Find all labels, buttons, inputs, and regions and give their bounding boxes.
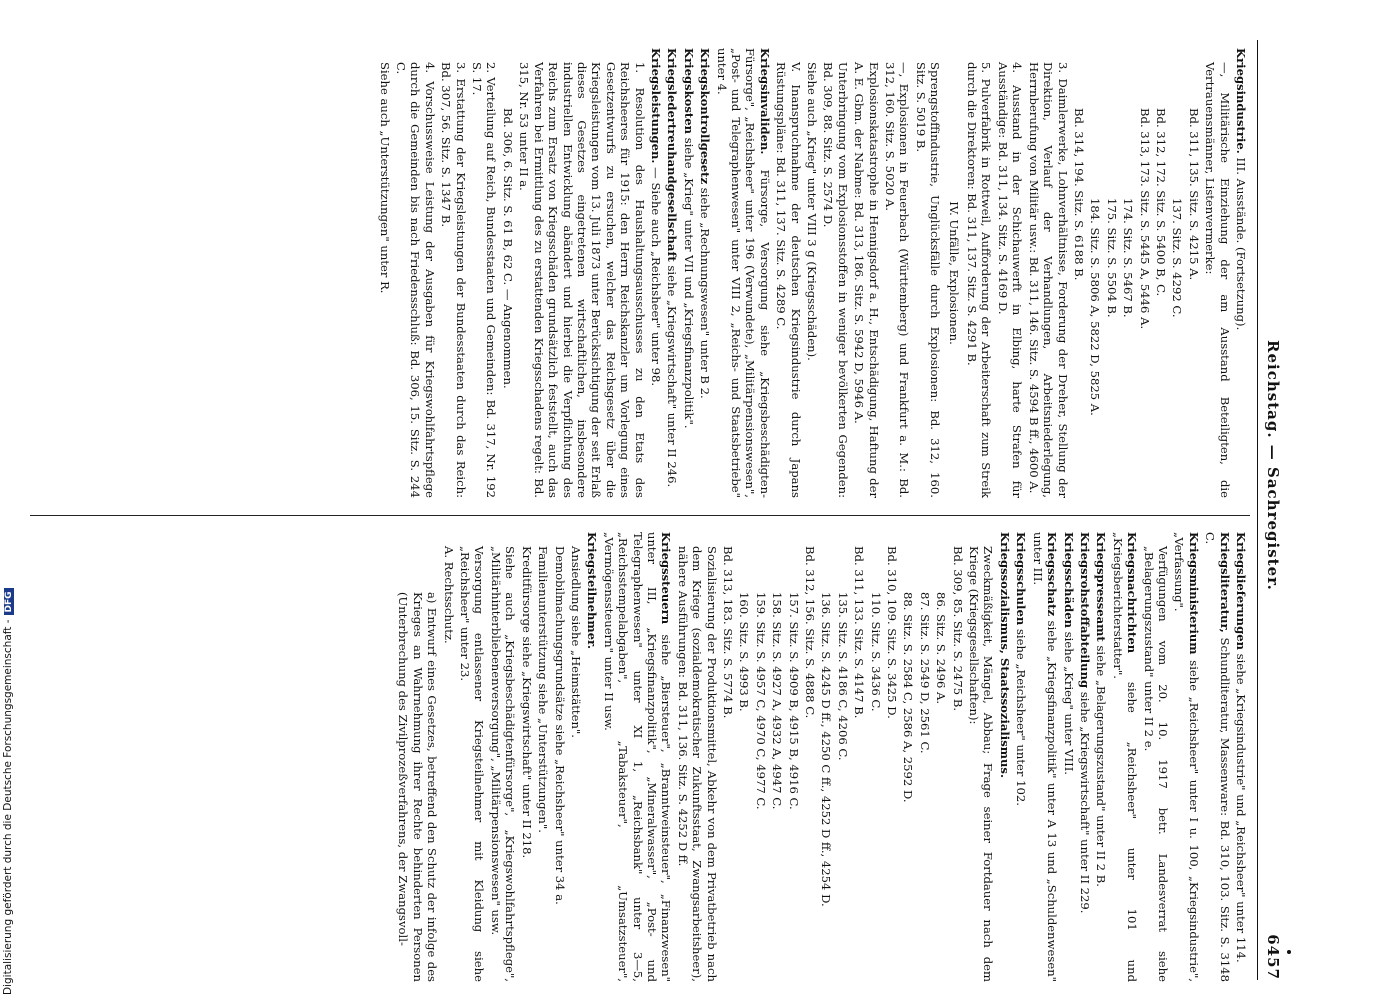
- entry-text: 88. Sitz. S. 2584 C, 2586 A, 2592 D.: [901, 592, 916, 803]
- index-entry: [601, 532, 673, 982]
- entry-text: 3. Daimlerwerke, Lohnverhältnisse, Forderung der Dreher, Stellung der Direktion, Verlauf der Verhandlungen, Arbeitsniederlegung, Herrnberufung von Militär usw.: Bd. 311, 146. Sitz. S. 4594 B ff., 4600 A.: [1026, 62, 1070, 498]
- index-entry: [721, 532, 735, 982]
- index-entry: [1121, 48, 1135, 498]
- index-entry: [917, 532, 931, 982]
- entry-text: siehe „Kriegsindustrie" und „Reichsheer" unter 114.: [1234, 650, 1248, 963]
- entry-text: 3. Erstattung der Kriegsleistungen der Bundesstaaten durch das Reich: Bd. 307, 56. Sitz. S. 1347 B.: [439, 62, 468, 498]
- index-entry: [737, 532, 751, 982]
- entry-text: V. Inanspruchnahme der deutschen Kriegsindustrie durch Japans Rüstungspläne: Bd. 311, 137. Sitz. S. 4289 C.: [774, 62, 803, 498]
- index-entry: [519, 532, 533, 982]
- entry-text: Sprengstoffindustrie, Unglücksfälle durch Explosionen: Bd. 312, 160. Sitz. S. 5019 B.: [913, 62, 943, 498]
- entry-keyword: Kriegspresseamt: [1094, 532, 1109, 642]
- entry-text: IV. Unfälle, Explosionen.: [946, 201, 961, 345]
- index-entry: [965, 48, 994, 498]
- digitization-footnote: [2, 5, 14, 995]
- index-entry: [377, 48, 391, 498]
- index-entry: [1072, 48, 1086, 498]
- entry-text: 157. Sitz. S. 4909 B, 4915 B, 4916 C.: [786, 592, 801, 810]
- entry-text: Unterbringung vom Explosionsstoffen in weniger bevölkerten Gegenden: Bd. 309, 88. Sitz. S. 2574 D.: [821, 62, 850, 498]
- entry-text: 1. Resolution des Haushaltungsausschusses zu den Etats des Reichsheeres für 1915: den Herrn Reichskanzler um Vorlegung eines Gesetzentwurfs zu ersuchen, welcher das Reichsgesetz über die Kriegsleistungen vom 13. Juli 1873 unter Berücksichtigung der seit Erlaß dieses Gesetzes eingetretenen wirtschaftlichen, insbesondere industriellen Entwicklung abändert und hierbei die Verpflichtung des Reichs zum Ersatz von Kriegsschäden grundsätzlich feststellt, auch das Verfahren bei Ermittlung des zu erstattenden Kriegsschadens regelt: Bd. 315, Nr. 53 unter II a.: [517, 62, 647, 498]
- index-entry: [934, 532, 948, 982]
- entry-keyword: Kriegsinvaliden.: [757, 48, 772, 155]
- entry-text: siehe „Kriegsfinanzpolitik" unter A 13 und „Schuldenwesen" unter III.: [1030, 532, 1060, 982]
- entry-text: 175. Sitz. S. 5504 B.: [1104, 198, 1119, 318]
- index-entry: [821, 48, 850, 498]
- entry-text: —, Explosionen in Feuerbach (Württemberg) und Frankfurt a. M.: Bd. 312, 160. Sitz. S. 5020 A.: [883, 62, 912, 498]
- index-entry: [698, 48, 712, 498]
- index-entry: [803, 532, 817, 982]
- index-entry: [675, 532, 718, 982]
- entry-text: siehe „Kriegswirtschaft" unter II 229.: [1077, 688, 1092, 914]
- header-title: Reichstag. — Sachregister.: [1264, 340, 1282, 591]
- index-entry: [439, 48, 468, 498]
- entry-text: Schundliteratur, Massenware: Bd. 310, 103. Sitz. S. 3148 C.: [1203, 532, 1232, 982]
- index-entry: [552, 532, 566, 982]
- entry-text: Bd. 312, 156. Sitz. S. 4888 C.: [803, 546, 818, 719]
- entry-text: 174. Sitz. S. 5467 B.: [1121, 198, 1136, 318]
- index-entry: [1026, 48, 1069, 498]
- entry-text: siehe „Reichsheer" unter I u. 100, „Kriegsindustrie", „Verfassung".: [1172, 532, 1201, 982]
- entry-text: Kreditfürsorge siehe „Kriegswirtschaft" unter II 218.: [519, 546, 534, 859]
- margin-dot: [1287, 950, 1291, 954]
- index-entry: [649, 48, 663, 498]
- entry-text: Versorgung entlassener Kriegsteilnehmer mit Kleidung siehe „Reichsheer" unter 23.: [458, 546, 487, 982]
- entry-text: 159. Sitz. S. 4957 C, 4970 C, 4977 C.: [753, 592, 768, 810]
- entry-text: Bd. 311, 133. Sitz. S. 4147 B.: [852, 546, 867, 719]
- entry-text: 87. Sitz. S. 2549 D, 2561 C.: [917, 592, 932, 754]
- index-entry: [1234, 532, 1248, 982]
- page-number: 6457: [1264, 934, 1282, 980]
- entry-text: Bd. 314, 194. Sitz. S. 6188 B.: [1071, 108, 1086, 281]
- index-entry: [774, 48, 803, 498]
- entry-text: siehe „Belagerungszustand" unter II 2 B.: [1094, 641, 1109, 887]
- entry-keyword: Kriegslieferungen: [1234, 532, 1248, 651]
- entry-text: siehe „Reichsheer" unter 102.: [1014, 625, 1029, 806]
- entry-keyword: Kriegskontrollgesetz: [698, 48, 713, 185]
- entry-text: Familienunterstützung siehe „Unterstützungen".: [536, 546, 551, 833]
- index-entry: [1141, 532, 1170, 982]
- index-entry: [883, 48, 912, 498]
- index-entry: [753, 532, 767, 982]
- entry-keyword: Kriegsliteratur,: [1217, 532, 1232, 633]
- entry-text: Bd. 306, 6. Sitz. S. 61 B, 62 C. — Angenommen.: [500, 108, 515, 389]
- entry-text: Siehe auch „Krieg" unter VIII 3 g (Kriegsschäden).: [805, 62, 820, 361]
- index-entry: [394, 48, 437, 498]
- entry-text: siehe „Reichsheer" unter 101 und „Kriegsberichterstatter".: [1110, 532, 1140, 982]
- entry-text: 158. Sitz. S. 4927 A, 4932 A, 4947 C.: [770, 592, 785, 810]
- index-entry: [805, 48, 819, 498]
- dfg-logo-icon: DFG: [4, 588, 14, 615]
- index-entry: [1203, 48, 1232, 498]
- index-entry: [396, 532, 439, 982]
- index-entry: [1203, 532, 1232, 982]
- index-entry: [569, 532, 583, 982]
- entry-text: Siehe auch „Kriegsbeschädigtenfürsorge", „Kriegswohlfahrtspflege", „Militärhinterbliebenenversorgung", „Militärpensionswesen" usw.: [488, 546, 518, 982]
- index-entry: [868, 532, 882, 982]
- entry-text: 110. Sitz. S. 3436 C.: [868, 592, 883, 712]
- entry-keyword: Kriegssozialismus, Staatssozialismus.: [997, 532, 1012, 778]
- entry-text: Bd. 311, 135. Sitz. S. 4215 A.: [1186, 108, 1201, 281]
- index-entry: [1186, 48, 1200, 498]
- entry-text: Fürsorge, Versorgung siehe „Kriegsbeschädigten-Fürsorge", „Reichsheer" unter 196 (Verwundete), „Militärpensionswesen", „Post- und Telegraphenwesen" unter VIII 2, „Reichs- und Staatsbetriebe" unter 4.: [714, 48, 772, 498]
- footnote-text: Digitalisierung gefördert durch die Deutsche Forschungsgemeinschaft -: [2, 619, 14, 995]
- index-entry: [967, 532, 996, 982]
- index-entry: [1014, 532, 1028, 982]
- entry-text: Zweckmäßigkeit, Mängel, Abbau; Frage seiner Fortdauer nach dem Kriege (Kriegsgesellschaften):: [967, 546, 996, 982]
- entry-text: 137. Sitz. S. 4292 C.: [1170, 198, 1185, 318]
- index-entry: [996, 48, 1025, 498]
- entry-text: siehe „Biersteuer", „Branntweinsteuer", „Finanzwesen" unter III, „Kriegsfinanzpolitik", „Mineralwasser", „Post- und Telegraphenwesen" unter XI 1, „Reichsbank" unter 3—5, „Reichsstempelabgaben", „Tabaksteuer", „Umsatzsteuer", „Vermögenssteuern" unter II usw.: [601, 532, 674, 982]
- index-entry: [489, 532, 518, 982]
- entry-text: 5. Pulverfabrik in Rottweil, Aufforderung der Arbeiterschaft zum Streik durch die Direktoren: Bd. 311, 137. Sitz. S. 4291 B.: [965, 62, 994, 498]
- entry-keyword: Kriegsministerium: [1186, 532, 1201, 655]
- entry-keyword: Kriegsteilnehmer.: [585, 532, 600, 650]
- index-entry: [665, 48, 679, 498]
- entry-keyword: Kriegskosten: [681, 48, 696, 135]
- index-entry: [770, 532, 784, 982]
- index-entry: [946, 48, 960, 498]
- entry-text: Ansiedlung siehe „Heimstätten".: [568, 546, 583, 738]
- entry-text: —, Militärische Einziehung der am Ausstand Beteiligten, die Vertrauensmänner, Listenvermerke:: [1203, 62, 1232, 498]
- index-entry: [501, 48, 515, 498]
- entry-keyword: Kriegsindustrie.: [1234, 48, 1248, 154]
- index-entry: [458, 532, 487, 982]
- index-entry: [1088, 48, 1102, 498]
- index-entry: [1061, 532, 1075, 982]
- right-column: [394, 532, 1248, 982]
- entry-keyword: Kriegssteuern: [659, 532, 674, 625]
- entry-text: Bd. 309, 85. Sitz. S. 2475 B.: [950, 546, 965, 712]
- index-entry: [913, 48, 942, 498]
- entry-text: Bd. 313, 173. Sitz. S. 5445 A, 5446 A.: [1137, 108, 1152, 330]
- index-entry: [786, 532, 800, 982]
- entry-text: Bd. 310, 109. Sitz. S. 3425 D.: [885, 546, 900, 719]
- index-entry: [714, 48, 772, 498]
- entry-text: 2. Verteilung auf Reich, Bundesstaaten und Gemeinden: Bd. 317, Nr. 192 S. 17.: [470, 62, 499, 498]
- entry-text: Bd. 313, 183. Sitz. S. 5774 B.: [721, 546, 735, 719]
- header-rule: [1257, 40, 1258, 980]
- entry-text: 4. Ausstand in der Schichauwerft in Elbing, harte Strafen für Ausständige: Bd. 311, 134. Sitz. S. 4169 D.: [995, 62, 1025, 498]
- index-entry: [1172, 532, 1201, 982]
- entry-text: 184. Sitz. S. 5806 A, 5822 D, 5825 A.: [1088, 198, 1103, 416]
- entry-keyword: Kriegsnachrichten: [1125, 532, 1140, 654]
- entry-text: A. Rechtsschutz.: [441, 546, 456, 644]
- index-entry: [901, 532, 915, 982]
- index-entry: [819, 532, 833, 982]
- entry-text: 135. Sitz. S. 4186 C, 4206 C.: [835, 592, 850, 761]
- left-column: [375, 48, 1248, 498]
- index-entry: [536, 532, 550, 982]
- entry-keyword: Kriegsrohstoffabteilung: [1077, 532, 1092, 689]
- index-entry: [1234, 48, 1248, 498]
- index-entry: [885, 532, 899, 982]
- entry-text: III. Ausstände. (Fortsetzung).: [1234, 153, 1248, 331]
- entry-text: 4. Vorschussweise Leistung der Ausgaben für Kriegswohlfahrtspflege durch die Gemeinden bis nach Friedensschluß: Bd. 306, 15. Sitz. S. 244 C.: [394, 62, 437, 498]
- index-entry: [998, 532, 1012, 982]
- entry-text: siehe „Rechnungswesen" unter B 2.: [698, 184, 713, 399]
- entry-text: siehe „Krieg" unter VII und „Kriegsfinanzpolitik".: [681, 134, 696, 429]
- entry-keyword: Kriegsleistungen.: [648, 48, 663, 164]
- entry-text: Demobilmachungsgrundsätze siehe „Reichsheer" unter 34 a.: [552, 546, 567, 905]
- entry-text: Bd. 312, 172. Sitz. S. 5400 B, C.: [1153, 108, 1168, 297]
- entry-text: 86. Sitz. S. 2496 A.: [934, 592, 949, 705]
- index-entry: [517, 48, 647, 498]
- page-header: [1254, 40, 1282, 980]
- index-entry: [681, 48, 695, 498]
- index-entry: [1170, 48, 1184, 498]
- entry-keyword: Kriegsschatz: [1045, 532, 1060, 617]
- entry-keyword: Kriegsledertreuhandgesellschaft: [665, 48, 680, 262]
- index-entry: [835, 532, 849, 982]
- entry-keyword: Kriegsschäden: [1061, 532, 1076, 629]
- index-entry: [1078, 532, 1092, 982]
- index-entry: [441, 532, 455, 982]
- entry-text: siehe „Kriegswirtschaft" unter II 246.: [665, 261, 680, 488]
- index-entry: [950, 532, 964, 982]
- column-divider: [30, 515, 1250, 516]
- entry-text: a) Entwurf eines Gesetzes, betreffend den Schutz der infolge des Krieges an Wahrnehmung ihrer Rechte behinderten Personen (Unterbrechung des Zivilprozeßverfahrens, der Zwangsvoll-: [396, 592, 440, 982]
- entry-text: 136. Sitz. S. 4245 D ff., 4250 C ff., 4252 D ff., 4254 D.: [819, 592, 834, 907]
- entry-text: — Siehe auch „Reichsheer" unter 98.: [648, 163, 663, 387]
- index-entry: [585, 532, 599, 982]
- entry-text: Explosionskatastrophe in Hennigsdorf a. H., Entschädigung, Haftung der A. E. Gbm. der Nabme: Bd. 313, 186. Sitz. S. 5942 D, 5946 A.: [852, 62, 881, 498]
- index-entry: [470, 48, 499, 498]
- index-entry: [1137, 48, 1151, 498]
- index-entry: [852, 532, 866, 982]
- entry-text: Sozialisierung der Produktionsmittel, Abkehr von dem Privatbetrieb nach dem Kriege (sozialdemokratischer Zukunftsstaat, Zwangsarbeitsheer), nähere Ausführungen: Bd. 311, 136. Sitz. S. 4252 D ff.: [675, 546, 719, 982]
- entry-text: siehe „Krieg" unter VIII.: [1061, 628, 1076, 775]
- index-entry: [1154, 48, 1168, 498]
- index-entry: [1110, 532, 1139, 982]
- entry-keyword: Kriegsschulen: [1014, 532, 1029, 626]
- index-entry: [1104, 48, 1118, 498]
- index-entry: [852, 48, 881, 498]
- index-entry: [1094, 532, 1108, 982]
- entry-text: Siehe auch „Unterstützungen" unter R.: [377, 62, 392, 294]
- entry-text: 160. Sitz. S. 4993 B.: [737, 592, 752, 712]
- entry-text: Verfügungen vom 20. 10. 1917 betr. Landesverrat siehe „Belagerungszustand" unter II 2 e.: [1141, 546, 1170, 982]
- index-entry: [1030, 532, 1059, 982]
